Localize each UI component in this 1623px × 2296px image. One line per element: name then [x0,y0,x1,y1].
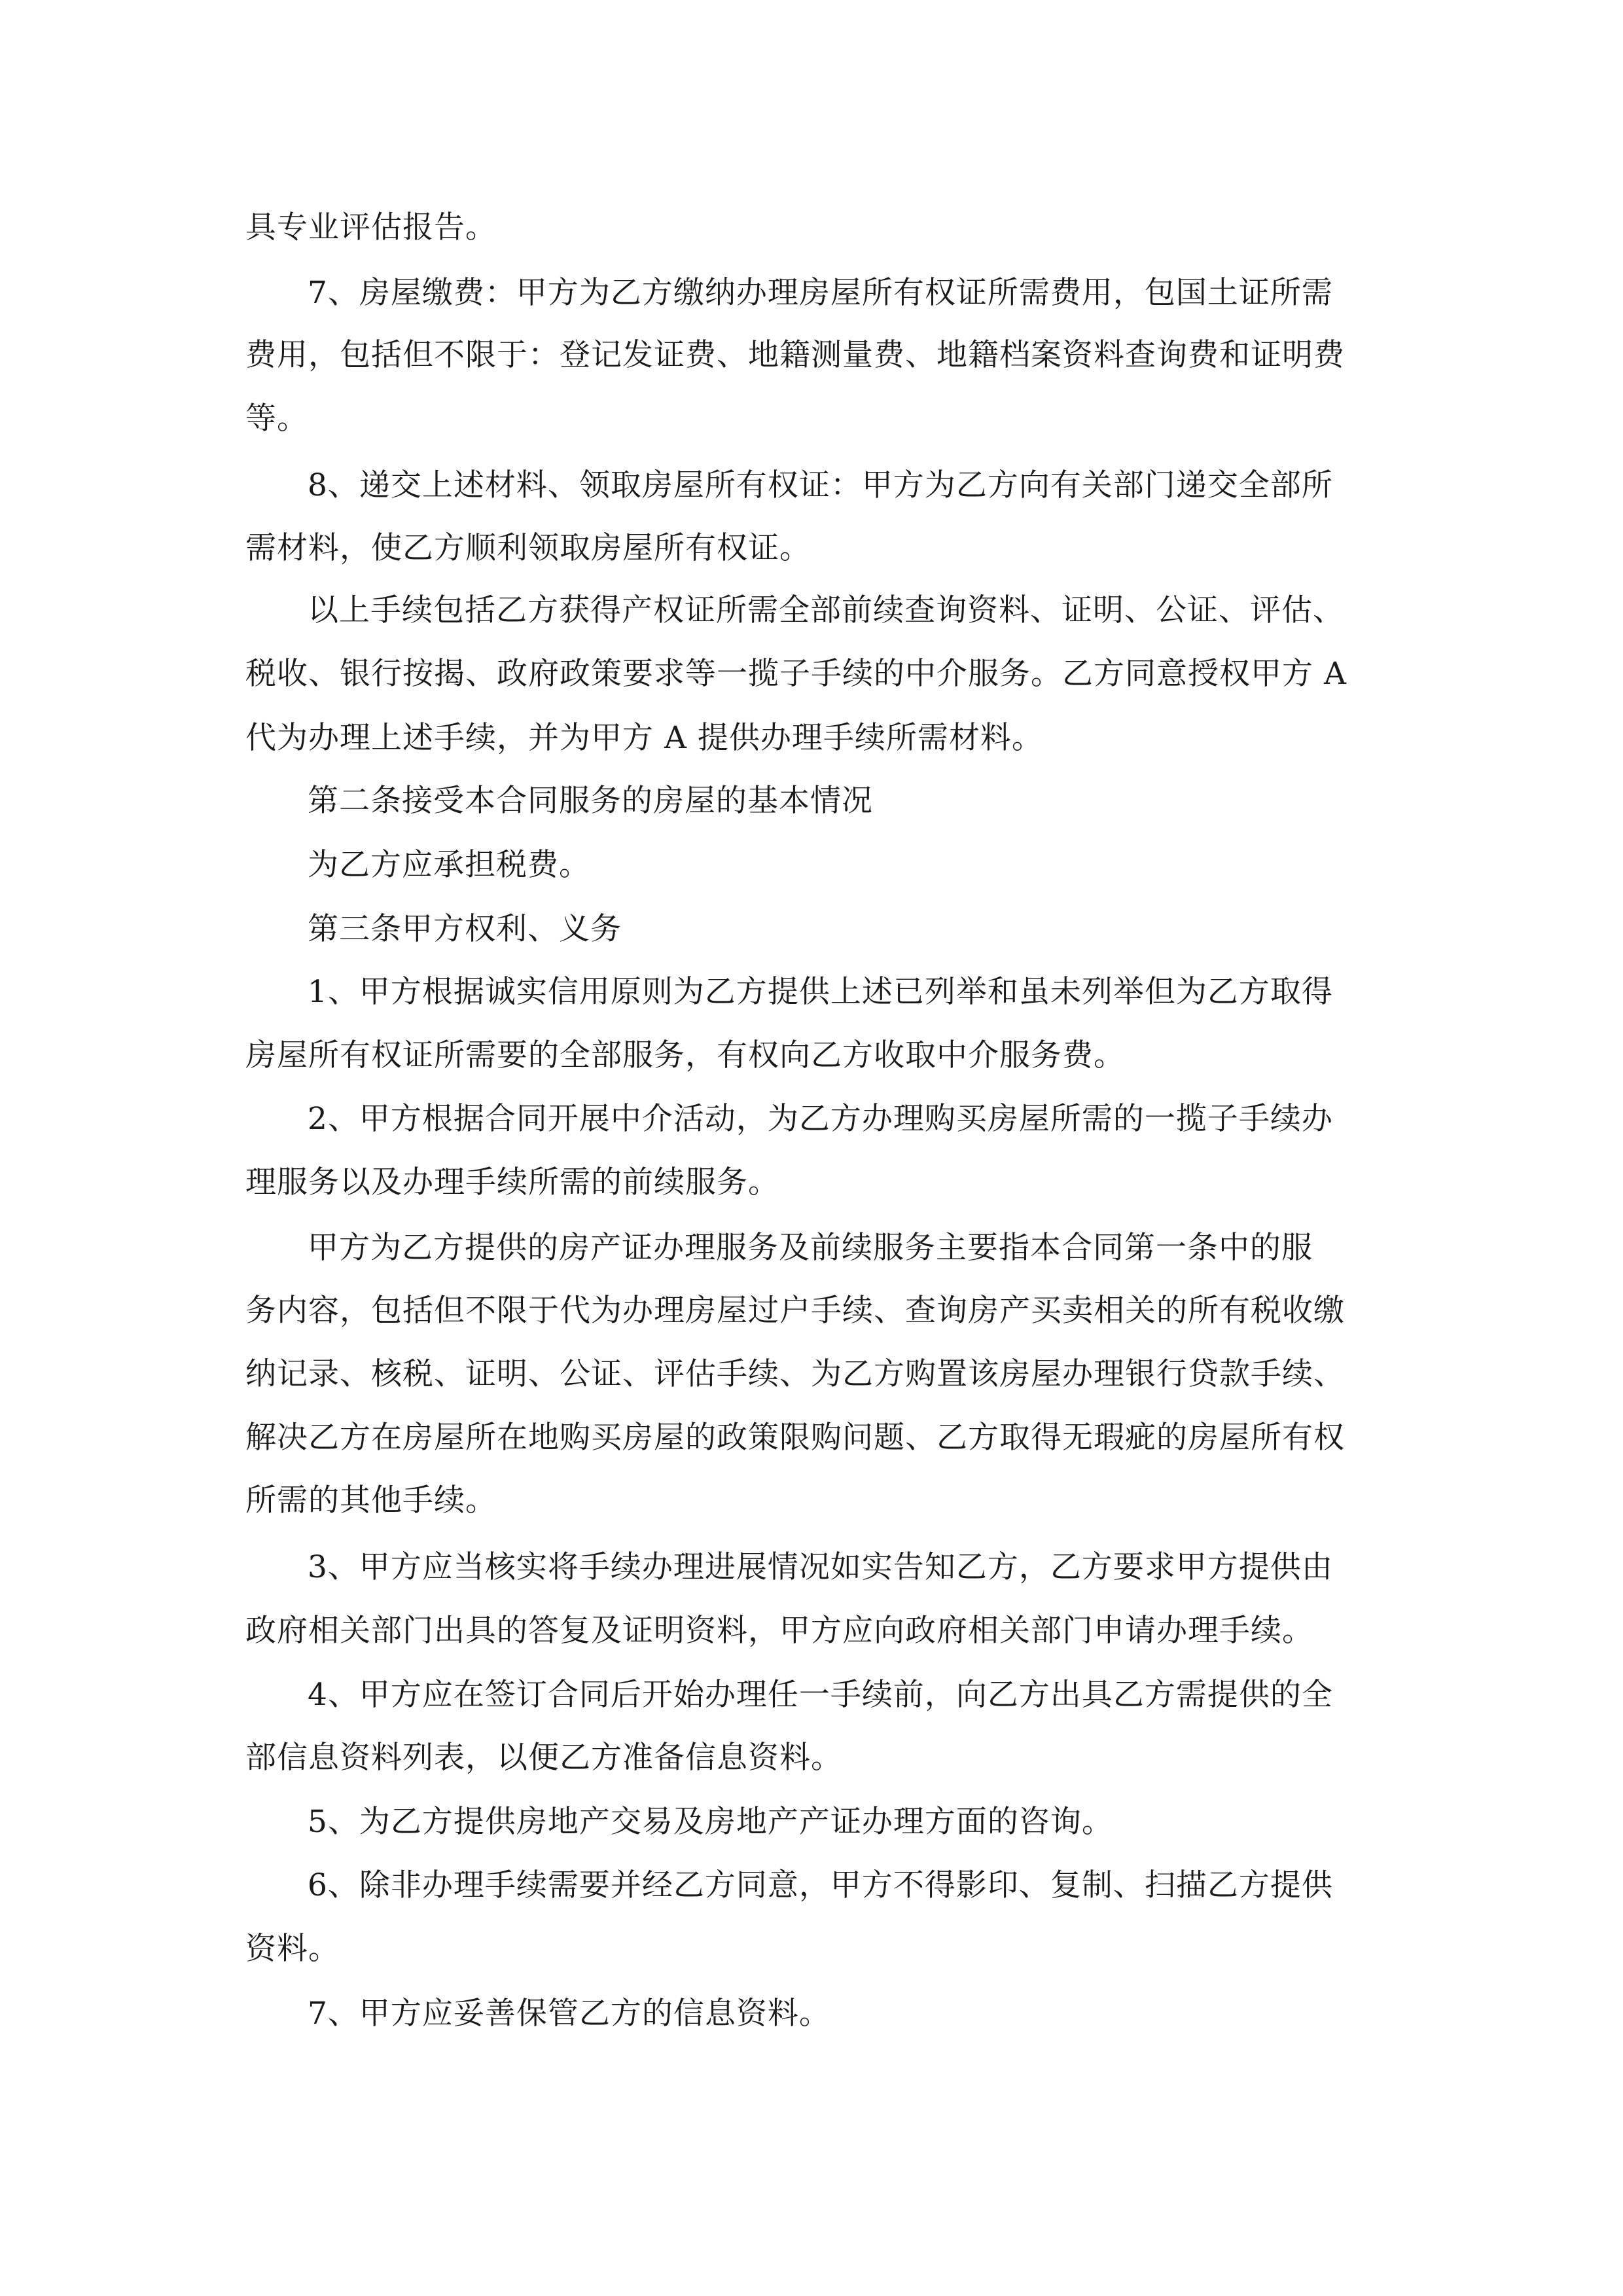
text-line: 代为办理上述手续，并为甲方 A 提供办理手续所需材料。 [245,720,1043,756]
text-line: 资料。 [245,1931,340,1967]
text-line: 务内容，包括但不限于代为办理房屋过户手续、查询房产买卖相关的所有税收缴 [245,1293,1345,1329]
text-line: 等。 [245,401,308,437]
text-line: 政府相关部门出具的答复及证明资料，甲方应向政府相关部门申请办理手续。 [245,1613,1313,1649]
text-line: 7、房屋缴费：甲方为乙方缴纳办理房屋所有权证所需费用，包国土证所需 [308,275,1333,311]
text-line: 1、甲方根据诚实信用原则为乙方提供上述已列举和虽未列举但为乙方取得 [308,974,1333,1010]
text-line: 4、甲方应在签订合同后开始办理任一手续前，向乙方出具乙方需提供的全 [308,1677,1333,1713]
text-line: 8、递交上述材料、领取房屋所有权证：甲方为乙方向有关部门递交全部所 [308,467,1333,503]
text-line: 所需的其他手续。 [245,1482,497,1518]
text-line: 理服务以及办理手续所需的前续服务。 [245,1164,779,1200]
text-line: 为乙方应承担税费。 [308,847,590,883]
text-line: 费用，包括但不限于：登记发证费、地籍测量费、地籍档案资料查询费和证明费 [245,337,1345,373]
text-line: 需材料，使乙方顺利领取房屋所有权证。 [245,530,811,566]
text-line: 部信息资料列表，以便乙方准备信息资料。 [245,1740,842,1776]
text-line: 2、甲方根据合同开展中介活动，为乙方办理购买房屋所需的一揽子手续办 [308,1101,1333,1137]
text-line: 7、甲方应妥善保管乙方的信息资料。 [308,1996,830,2032]
text-line: 具专业评估报告。 [245,209,497,245]
text-line: 房屋所有权证所需要的全部服务，有权向乙方收取中介服务费。 [245,1037,1125,1073]
text-line: 第三条甲方权利、义务 [308,911,622,947]
text-line: 纳记录、核税、证明、公证、评估手续、为乙方购置该房屋办理银行贷款手续、 [245,1356,1345,1392]
text-line: 3、甲方应当核实将手续办理进展情况如实告知乙方，乙方要求甲方提供由 [308,1549,1333,1585]
text-line: 6、除非办理手续需要并经乙方同意，甲方不得影印、复制、扫描乙方提供 [308,1867,1333,1903]
text-line: 税收、银行按揭、政府政策要求等一揽子手续的中介服务。乙方同意授权甲方 A [245,656,1347,692]
text-line: 第二条接受本合同服务的房屋的基本情况 [308,783,873,819]
text-line: 甲方为乙方提供的房产证办理服务及前续服务主要指本合同第一条中的服 [308,1230,1313,1266]
text-line: 解决乙方在房屋所在地购买房屋的政策限购问题、乙方取得无瑕疵的房屋所有权 [245,1420,1345,1456]
text-line: 以上手续包括乙方获得产权证所需全部前续查询资料、证明、公证、评估、 [308,592,1344,628]
text-line: 5、为乙方提供房地产交易及房地产产证办理方面的咨询。 [308,1804,1113,1840]
